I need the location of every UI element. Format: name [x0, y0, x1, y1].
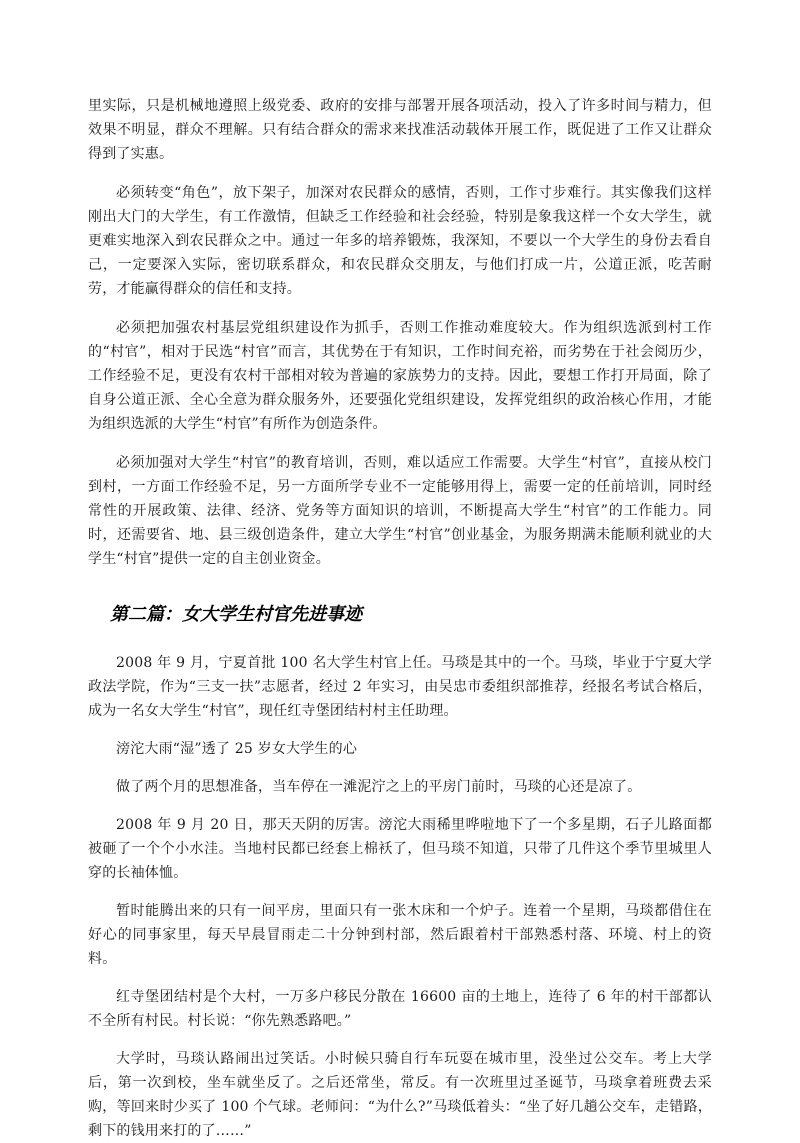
paragraph: 必须把加强农村基层党组织建设作为抓手，否则工作推动难度较大。作为组织选派到村工作的“村官”，相对于民选“村官”而言，其优势在于有知识，工作时间充裕，而劣势在于社会阅历少，工作经验不足，更没有农村干部相对较为普遍的家族势力的支持。因此，要想工作打开局面，除了自身公道正派、全心全意为群众服务外，还要强化党组织建设，发挥党组织的政治核心作用，才能为组织选派的大学生“村官”有所作为创造条件。: [88, 320, 712, 432]
paragraph: 2008 年 9 月 20 日，那天天阴的厉害。滂沱大雨稀里哗啦地下了一个多星期，石子儿路面都被砸了一个个小水洼。当地村民都已经套上棉袄了，但马琰不知道，只带了几件这个季节里城里人穿的长袖体恤。: [88, 817, 712, 881]
section-heading: 第二篇：女大学生村官先进事迹: [110, 604, 362, 625]
paragraph: 红寺堡团结村是个大村，一万多户移民分散在 16600 亩的土地上，连待了 6 年的村干部都认不全所有村民。村长说：“你先熟悉路吧。”: [88, 989, 712, 1029]
paragraph: 做了两个月的思想准备，当车停在一滩泥泞之上的平房门前时，马琰的心还是凉了。: [116, 779, 642, 795]
document-page: [88, 94, 712, 1143]
paragraph: 大学时，马琰认路闹出过笑话。小时候只骑自行车玩耍在城市里，没坐过公交车。考上大学后，第一次到校，坐车就坐反了。之后还常坐，常反。有一次班里过圣诞节，马琰拿着班费去采购，等回来时少买了 100 个气球。老师问：“为什么?”马琰低着头：“坐了好几趟公交车，走错路，剩下的钱用来打的了……”: [88, 1051, 712, 1139]
paragraph: 暂时能腾出来的只有一间平房，里面只有一张木床和一个炉子。连着一个星期，马琰都借住在好心的同事家里，每天早晨冒雨走二十分钟到村部，然后跟着村干部熟悉村落、环境、村上的资料。: [88, 903, 712, 967]
paragraph: 里实际，只是机械地遵照上级党委、政府的安排与部署开展各项活动，投入了许多时间与精力，但效果不明显，群众不理解。只有结合群众的需求来找准活动载体开展工作，既促进了工作又让群众得到了实惠。: [88, 98, 712, 162]
paragraph: 2008 年 9 月，宁夏首批 100 名大学生村官上任。马琰是其中的一个。马琰，毕业于宁夏大学政法学院，作为“三支一扶”志愿者，经过 2 年实习，由吴忠市委组织部推荐，经报名考试合格后，成为一名女大学生“村官”，现任红寺堡团结村村主任助理。: [88, 655, 712, 719]
paragraph: 必须加强对大学生“村官”的教育培训，否则，难以适应工作需要。大学生“村官”，直接从校门到村，一方面工作经验不足，另一方面所学专业不一定能够用得上，需要一定的任前培训，同时经常性的开展政策、法律、经济、党务等方面知识的培训，不断提高大学生“村官”的工作能力。同时，还需要省、地、县三级创造条件，建立大学生“村官”创业基金，为服务期满未能顺利就业的大学生“村官”提供一定的自主创业资金。: [88, 455, 712, 567]
paragraph: 必须转变“角色”，放下架子，加深对农民群众的感情，否则，工作寸步难行。其实像我们这样刚出大门的大学生，有工作激情，但缺乏工作经验和社会经验，特别是象我这样一个女大学生，就更难实地深入到农民群众之中。通过一年多的培养锻炼，我深知，不要以一个大学生的身份去看自己，一定要深入实际，密切联系群众，和农民群众交朋友，与他们打成一片，公道正派，吃苦耐劳，才能赢得群众的信任和支持。: [88, 185, 712, 297]
subheading-paragraph: 滂沱大雨“湿”透了 25 岁女大学生的心: [116, 741, 358, 757]
